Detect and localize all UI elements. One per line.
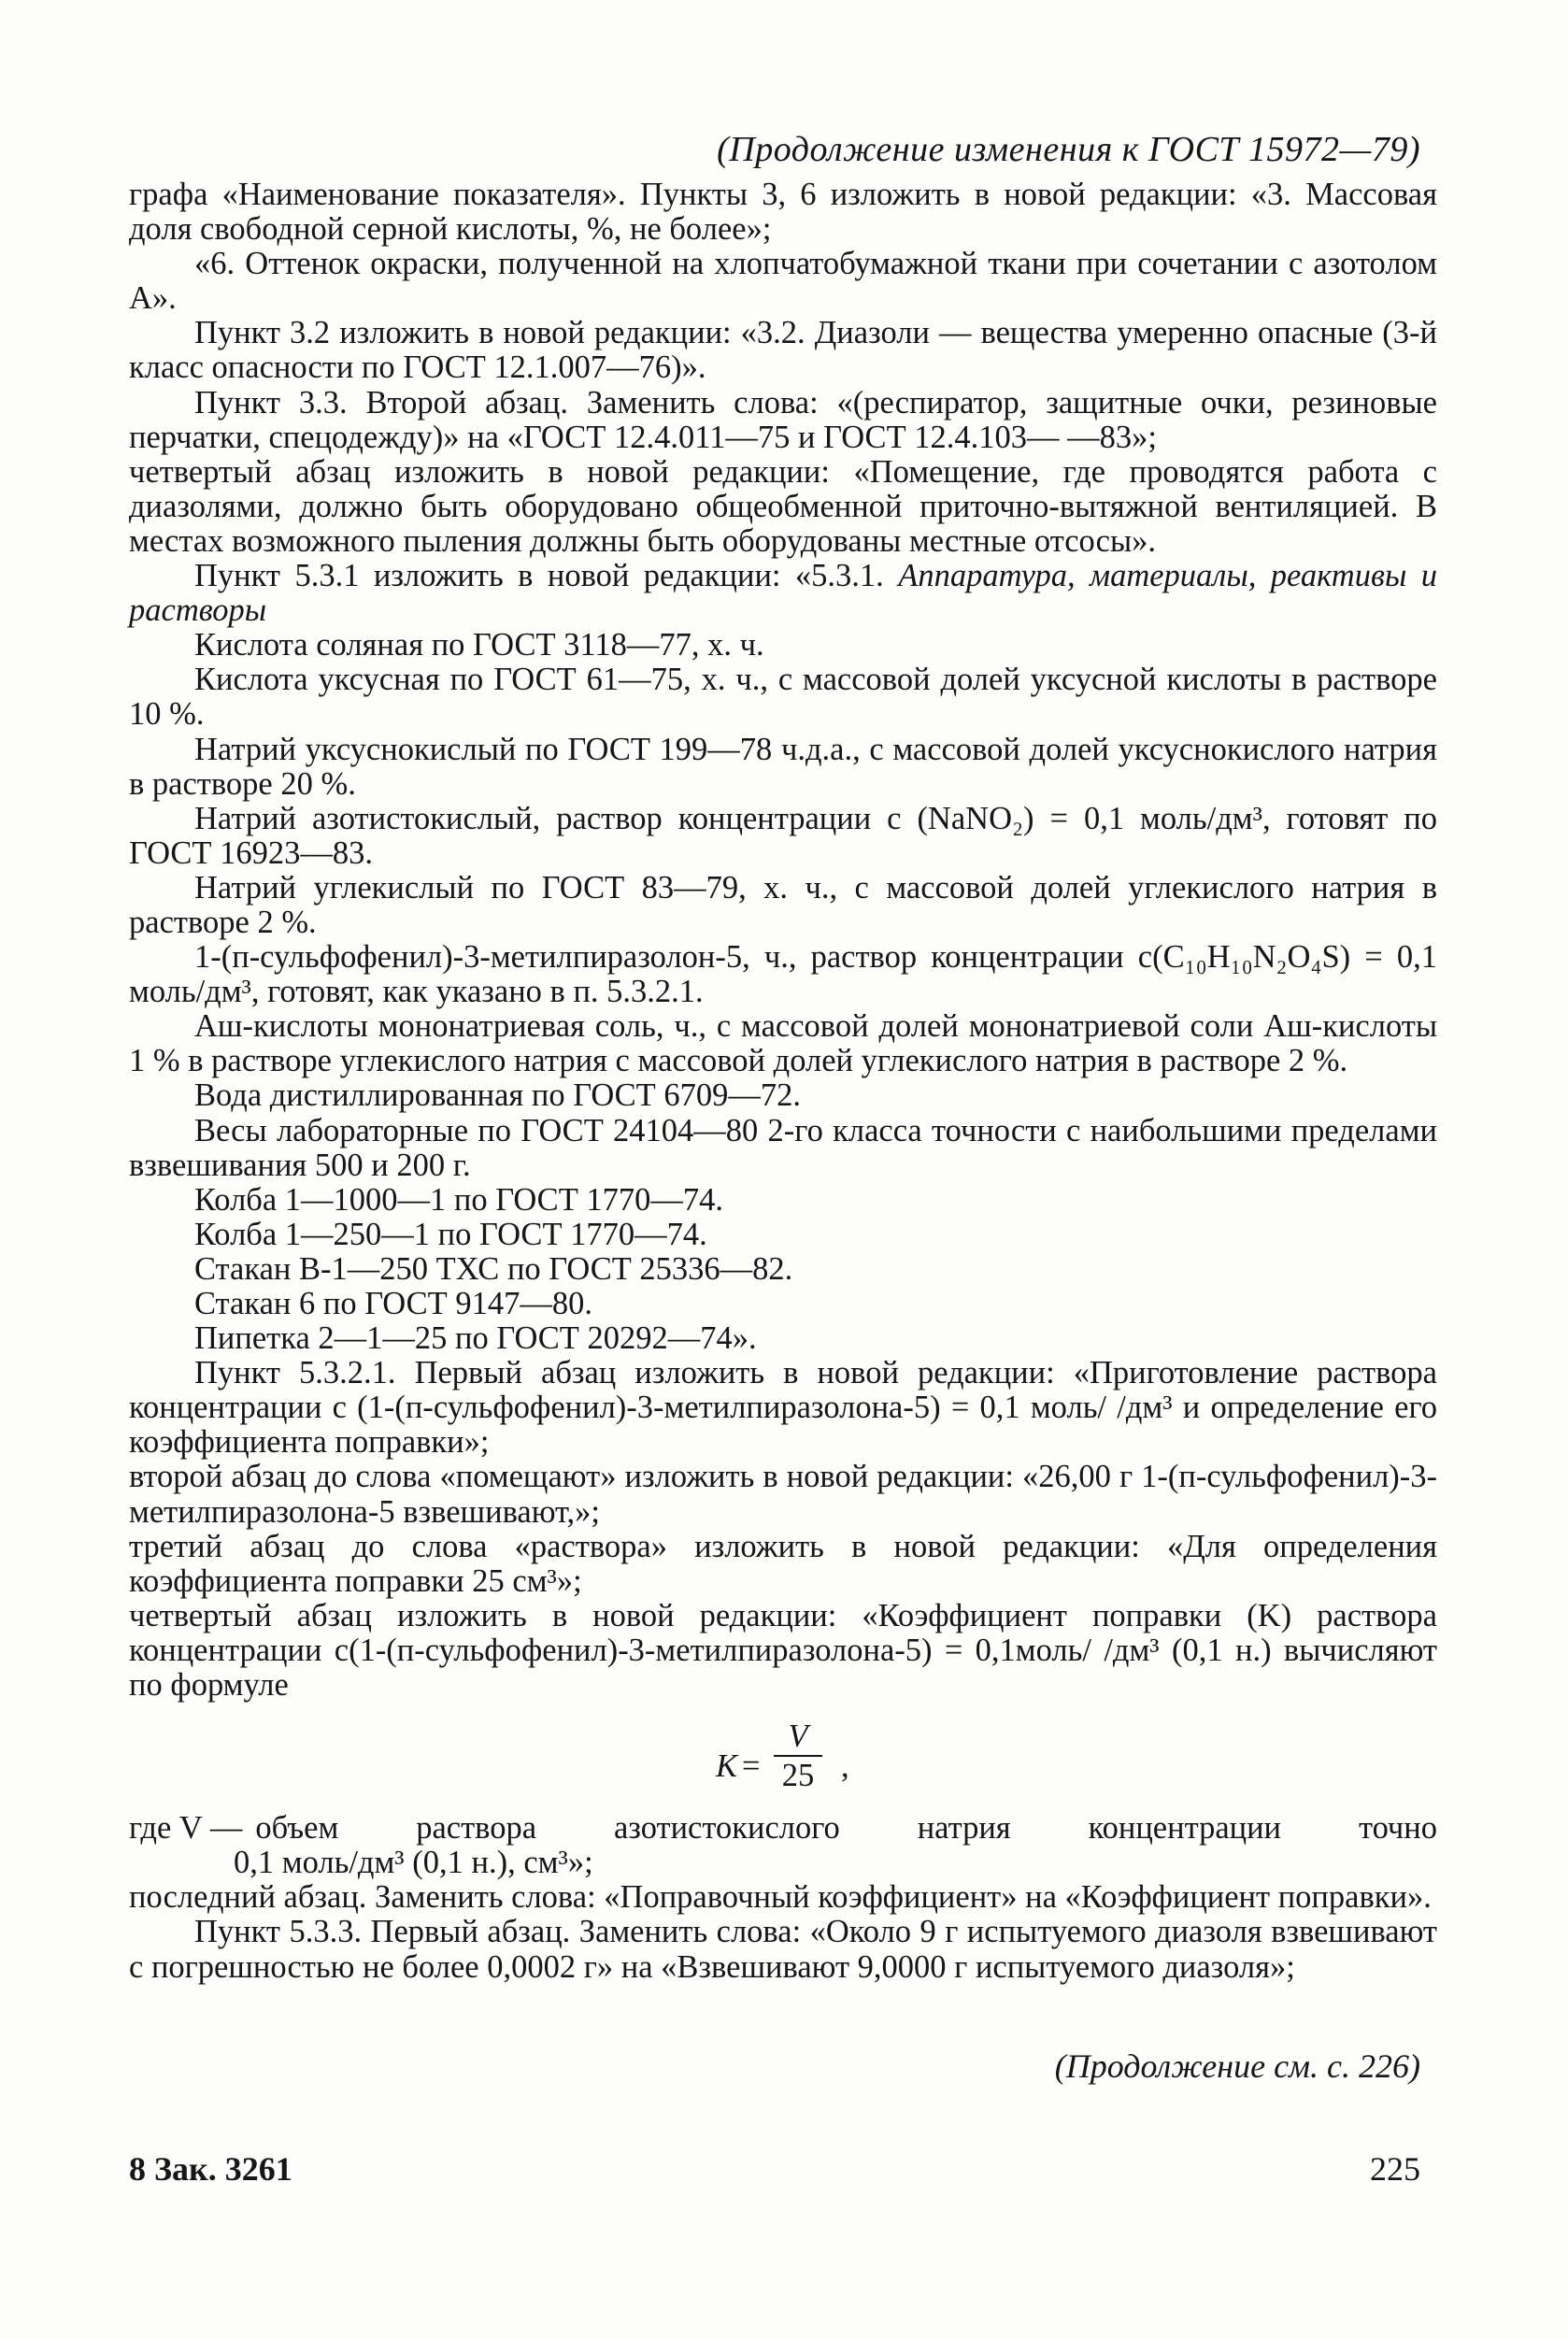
paragraph-text: Пункт 5.3.1 изложить в новой редакции: «5.3.1. xyxy=(194,558,884,594)
paragraph xyxy=(129,1114,1437,1183)
paragraph-text: Кислота соляная по ГОСТ 3118—77, х. ч. xyxy=(194,627,764,663)
formula-lhs: K xyxy=(716,1748,738,1785)
paragraph xyxy=(129,1356,1437,1460)
paragraph xyxy=(129,386,1437,455)
paragraph xyxy=(129,1530,1437,1599)
paragraph xyxy=(129,559,1437,628)
paragraph-list-after xyxy=(129,1880,1437,1984)
paragraph xyxy=(129,940,1437,1009)
paragraph xyxy=(129,1218,1437,1252)
paragraph-text: Стакан 6 по ГОСТ 9147—80. xyxy=(194,1286,592,1321)
paragraph-text: третий абзац до слова «раствора» изложить в новой редакции: «Для определения коэффициента поправки 25 см³»; xyxy=(129,1528,1437,1599)
formula-denominator: 25 xyxy=(781,1758,815,1794)
paragraph-text: Кислота уксусная по ГОСТ 61—75, х. ч., с массовой долей уксусной кислоты в растворе 10 %. xyxy=(129,662,1437,733)
paragraph xyxy=(129,316,1437,385)
paragraph xyxy=(129,1009,1437,1078)
paragraph xyxy=(129,247,1437,316)
paragraph xyxy=(129,871,1437,940)
paragraph xyxy=(129,802,1437,871)
paragraph xyxy=(129,1183,1437,1218)
where-continuation: 0,1 моль/дм³ (0,1 н.), см³»; xyxy=(234,1845,593,1881)
paragraph-italic-text: Аппаратура, материалы, реактивы и растворы xyxy=(129,558,1437,629)
paragraph-text: «6. Оттенок окраски, полученной на хлопчатобумажной ткани при сочетании с азотолом А». xyxy=(129,246,1437,317)
paragraph-text: Пункт 5.3.3. Первый абзац. Заменить слова: «Около 9 г испытуемого диазоля взвешивают с погрешностью не более 0,0002 г» на «Взвешивают 9,0000 г испытуемого диазоля»; xyxy=(129,1914,1437,1985)
formula-fraction xyxy=(774,1719,822,1792)
formula-comma: , xyxy=(841,1748,849,1785)
formula-equals: = xyxy=(742,1748,761,1785)
paragraph-text: Весы лабораторные по ГОСТ 24104—80 2-го класса точности с наибольшими пределами взвешивания 500 и 200 г. xyxy=(129,1112,1437,1183)
where-label: где V — xyxy=(129,1810,243,1847)
paragraph xyxy=(129,663,1437,732)
paragraph-text: Натрий азотистокислый, раствор концентрации c (NaNO₂) = 0,1 моль/дм³, готовят по ГОСТ 16923—83. xyxy=(129,800,1437,871)
paragraph-text: 1-(п-сульфофенил)-3-метилпиразолон-5, ч., раствор концентрации c(C₁₀H₁₀N₂O₄S) = 0,1 моль/дм³, готовят, как указано в п. 5.3.2.1. xyxy=(129,939,1437,1010)
paragraph-text: Пункт 3.3. Второй абзац. Заменить слова: «(респиратор, защитные очки, резиновые перчатки, спецодежду)» на «ГОСТ 12.4.011—75 и ГОСТ 12.4.103— —83»; xyxy=(129,384,1437,455)
paragraph-text: Вода дистиллированная по ГОСТ 6709—72. xyxy=(194,1077,801,1114)
where-clause xyxy=(129,1811,1437,1880)
paragraph xyxy=(129,1287,1437,1321)
paragraph xyxy=(129,1460,1437,1529)
paragraph-text: Колба 1—1000—1 по ГОСТ 1770—74. xyxy=(194,1181,724,1218)
document-body xyxy=(129,178,1437,1985)
paragraph-text: последний абзац. Заменить слова: «Поправочный коэффициент» на «Коэффициент поправки». xyxy=(129,1879,1432,1916)
paragraph xyxy=(129,1321,1437,1356)
continuation-note: (Продолжение см. с. 226) xyxy=(1054,2047,1420,2085)
formula-numerator: V xyxy=(788,1719,808,1755)
paragraph-text: Натрий углекислый по ГОСТ 83—79, х. ч., с массовой долей углекислого натрия в растворе 2 %. xyxy=(129,869,1437,940)
paragraph-text: Колба 1—250—1 по ГОСТ 1770—74. xyxy=(194,1216,707,1252)
page-number: 225 xyxy=(1370,2150,1420,2188)
paragraph-text: Пипетка 2—1—25 по ГОСТ 20292—74». xyxy=(194,1320,757,1357)
where-definition: объем раствора азотистокислого натрия концентрации точно xyxy=(255,1810,1437,1847)
paragraph xyxy=(129,733,1437,802)
page-header: (Продолжение изменения к ГОСТ 15972—79) xyxy=(717,130,1420,169)
paragraph xyxy=(129,628,1437,663)
paragraph-text: второй абзац до слова «помещают» изложить в новой редакции: «26,00 г 1-(п-сульфофенил)-3-метилпиразолона-5 взвешивают,»; xyxy=(129,1459,1437,1530)
paragraph-text: Стакан В-1—250 ТХС по ГОСТ 25336—82. xyxy=(194,1250,793,1287)
paragraph-text: Пункт 5.3.2.1. Первый абзац изложить в новой редакции: «Приготовление раствора концентрации c (1-(п-сульфофенил)-3-метилпиразолона-5) = 0,1 моль/ /дм³ и определение его коэффициента поправки»; xyxy=(129,1355,1437,1461)
paragraph-text: четвертый абзац изложить в новой редакции: «Коэффициент поправки (K) раствора концентрации c(1-(п-сульфофенил)-3-метилпиразолона-5) = 0,1моль/ /дм³ (0,1 н.) вычисляют по формуле xyxy=(129,1597,1437,1704)
paragraph-list xyxy=(129,178,1437,1703)
paragraph-text: четвертый абзац изложить в новой редакции: «Помещение, где проводятся работа с диазолями, должно быть оборудовано общеобменной приточно-вытяжной вентиляцией. В местах возможного пыления должны быть оборудованы местные отсосы». xyxy=(129,453,1437,559)
paragraph xyxy=(129,455,1437,559)
fraction-bar xyxy=(774,1755,822,1757)
order-number: 8 Зак. 3261 xyxy=(129,2150,292,2188)
paragraph-text: Аш-кислоты мононатриевая соль, ч., с массовой долей мононатриевой соли Аш-кислоты 1 % в растворе углекислого натрия с массовой долей углекислого натрия в растворе 2 %. xyxy=(129,1008,1437,1079)
paragraph xyxy=(129,1599,1437,1703)
paragraph xyxy=(129,178,1437,247)
paragraph xyxy=(129,1252,1437,1287)
paragraph xyxy=(129,1880,1437,1915)
paragraph-text: графа «Наименование показателя». Пункты 3, 6 изложить в новой редакции: «3. Массовая доля свободной серной кислоты, %, не более»; xyxy=(129,177,1437,248)
paragraph xyxy=(129,1078,1437,1113)
paragraph-text: Пункт 3.2 изложить в новой редакции: «3.2. Диазоли — вещества умеренно опасные (3-й класс опасности по ГОСТ 12.1.007—76)». xyxy=(129,315,1437,386)
paragraph-text: Натрий уксуснокислый по ГОСТ 199—78 ч.д.а., с массовой долей уксуснокислого натрия в растворе 20 %. xyxy=(129,731,1437,802)
formula xyxy=(129,1719,1437,1805)
paragraph xyxy=(129,1915,1437,1984)
